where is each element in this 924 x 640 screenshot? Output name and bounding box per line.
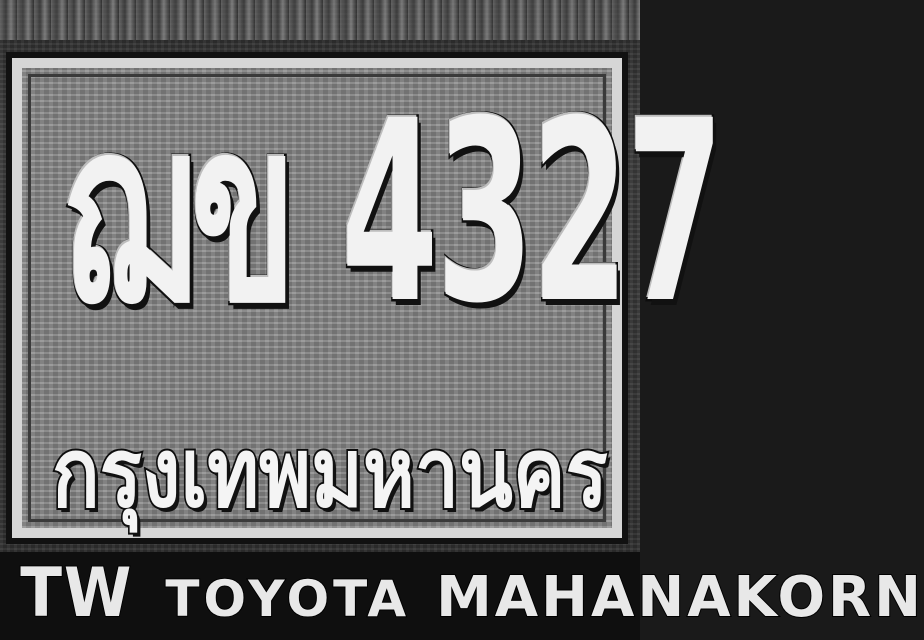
registration-letters: ฌข <box>62 67 293 358</box>
dealer-brand: TOYOTA <box>165 570 411 628</box>
province-name: กรุงเทพมหานคร <box>52 417 608 529</box>
license-plate <box>12 58 722 538</box>
dealer-text <box>14 554 924 633</box>
province-line <box>52 417 608 529</box>
registration-number <box>62 67 722 358</box>
dealer-name: MAHANAKORN <box>436 565 924 630</box>
vehicle-bumper-edge <box>0 0 640 40</box>
dealer-plate-frame <box>0 552 924 640</box>
registration-digits: 4327 <box>340 67 722 358</box>
dealer-logo: TW <box>20 554 134 633</box>
